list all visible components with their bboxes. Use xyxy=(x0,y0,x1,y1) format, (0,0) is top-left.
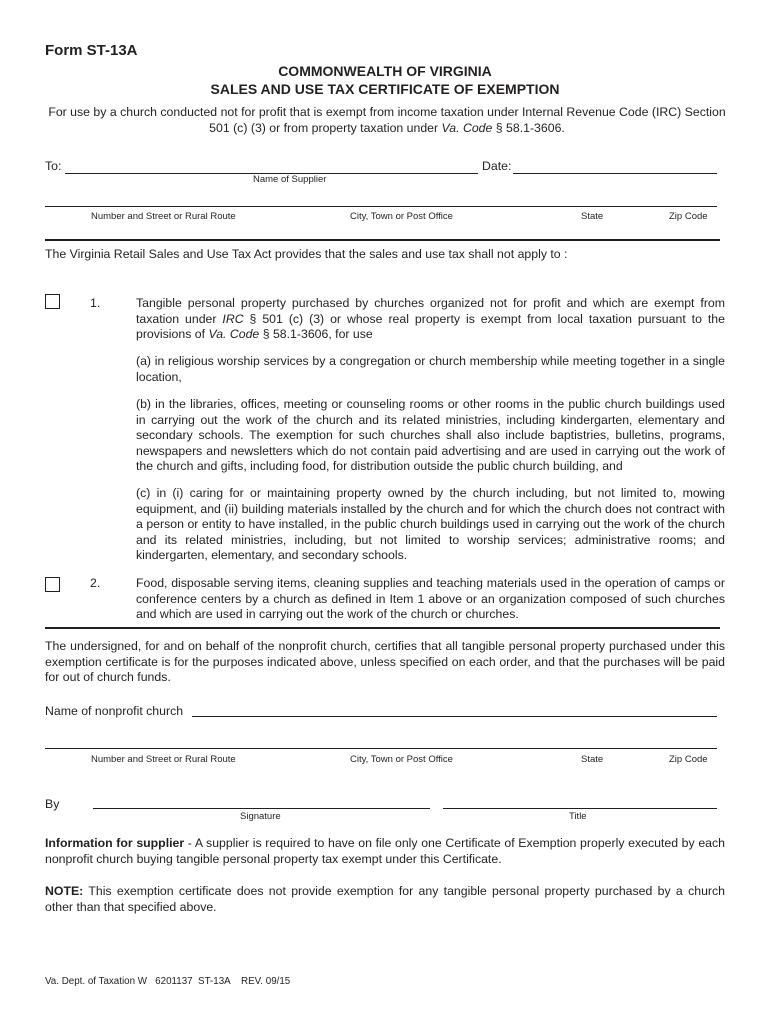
church-address-field[interactable] xyxy=(45,748,717,749)
note-text: This exemption certificate does not provide exemption for any tangible personal property purchased by a church other than that specified above. xyxy=(45,884,725,914)
item2-checkbox[interactable] xyxy=(45,577,60,592)
note xyxy=(45,884,725,915)
note-heading: NOTE: xyxy=(45,884,84,898)
to-label: To: xyxy=(45,159,62,173)
supplier-info-heading: Information for supplier xyxy=(45,836,185,850)
item1-code: Va. Code xyxy=(208,327,260,342)
signature-caption: Signature xyxy=(240,811,281,822)
item1-text-b: § 501 (c) (3) or whose real property is exempt from local taxation pursuant to the provisions of xyxy=(136,311,725,342)
title-commonwealth: COMMONWEALTH OF VIRGINIA xyxy=(278,63,492,79)
church-name-field[interactable] xyxy=(192,716,717,717)
item1-checkbox[interactable] xyxy=(45,294,60,309)
item1-sub-a: (a) in religious worship services by a congregation or church membership while meeting together in a single location, xyxy=(136,354,725,384)
divider-2 xyxy=(45,627,720,629)
intro-part1: For use by a church conducted not for profit that is exempt from income taxation under Internal Revenue Code (IRC) Section 501 (c) (3) or from property taxation under xyxy=(48,105,726,135)
supplier-city-caption: City, Town or Post Office xyxy=(350,211,453,222)
supplier-state-caption: State xyxy=(581,211,604,222)
church-name-label: Name of nonprofit church xyxy=(45,704,184,718)
by-label: By xyxy=(45,797,60,811)
church-city-caption: City, Town or Post Office xyxy=(350,754,453,765)
item1-text xyxy=(136,296,725,343)
title-field[interactable] xyxy=(443,808,717,809)
item1-number: 1. xyxy=(90,296,101,310)
date-field[interactable] xyxy=(513,173,717,174)
signature-field[interactable] xyxy=(93,808,430,809)
item1-irc: IRC xyxy=(222,311,244,326)
item1-text-c: § 58.1-3606, for use xyxy=(259,327,373,342)
form-id: Form ST-13A xyxy=(45,42,138,59)
item1-text-a: Tangible personal property purchased by churches organized not for profit and which are exempt from taxation under xyxy=(136,296,725,326)
footer: Va. Dept. of Taxation W 6201137 ST-13A REV. 09/15 xyxy=(45,976,291,987)
intro-code: Va. Code xyxy=(441,121,493,135)
item1-sub-b: (b) in the libraries, offices, meeting or counseling rooms or other rooms in the public church buildings used in carrying out the work of the church and its related ministries, including kindergarten, elementary and secondary schools. The exemption for such churches shall also include baptistries, bulletins, programs, newspapers and newsletters which do not contain paid advertising and are used in carrying out the work of the church and gifts, including food, for distribution outside the public church building, and xyxy=(136,397,725,474)
title-certificate: SALES AND USE TAX CERTIFICATE OF EXEMPTION xyxy=(210,81,560,97)
divider-1 xyxy=(45,239,720,241)
supplier-info-text: - A supplier is required to have on file only one Certificate of Exemption properly executed by each nonprofit church buying tangible personal property tax exempt under this Certificate. xyxy=(45,836,725,866)
supplier-name-caption: Name of Supplier xyxy=(253,174,327,185)
supplier-info xyxy=(45,836,725,867)
supplier-zip-caption: Zip Code xyxy=(669,211,708,222)
intro-part2: § 58.1-3606. xyxy=(492,121,565,135)
item1-sub-c: (c) in (i) caring for or maintaining property owned by the church including, but not limited to, mowing equipment, and (ii) building materials installed by the church and for which the church does not contract with a person or entity to have installed, in the public church buildings used in carrying out the work of the church and its related ministries, including, but not limited to worship services; administrative rooms; and kindergarten, elementary, and secondary schools. xyxy=(136,486,725,563)
item2-number: 2. xyxy=(90,576,101,590)
title-caption: Title xyxy=(569,811,587,822)
act-statement: The Virginia Retail Sales and Use Tax Act provides that the sales and use tax shall not apply to : xyxy=(45,247,568,261)
date-label: Date: xyxy=(482,159,512,173)
certification-text: The undersigned, for and on behalf of the nonprofit church, certifies that all tangible personal property purchased under this exemption certificate is for the purposes indicated above, unless specified on each order, and that the purchases will be paid for out of church funds. xyxy=(45,639,725,685)
church-street-caption: Number and Street or Rural Route xyxy=(91,754,236,765)
church-zip-caption: Zip Code xyxy=(669,754,708,765)
supplier-address-field[interactable] xyxy=(45,206,717,207)
intro-text xyxy=(45,104,729,136)
church-state-caption: State xyxy=(581,754,604,765)
item2-text: Food, disposable serving items, cleaning supplies and teaching materials used in the operation of camps or conference centers by a church as defined in Item 1 above or an organization composed of such churches and which are used in carrying out the work of the church or churches. xyxy=(136,576,725,622)
supplier-street-caption: Number and Street or Rural Route xyxy=(91,211,236,222)
